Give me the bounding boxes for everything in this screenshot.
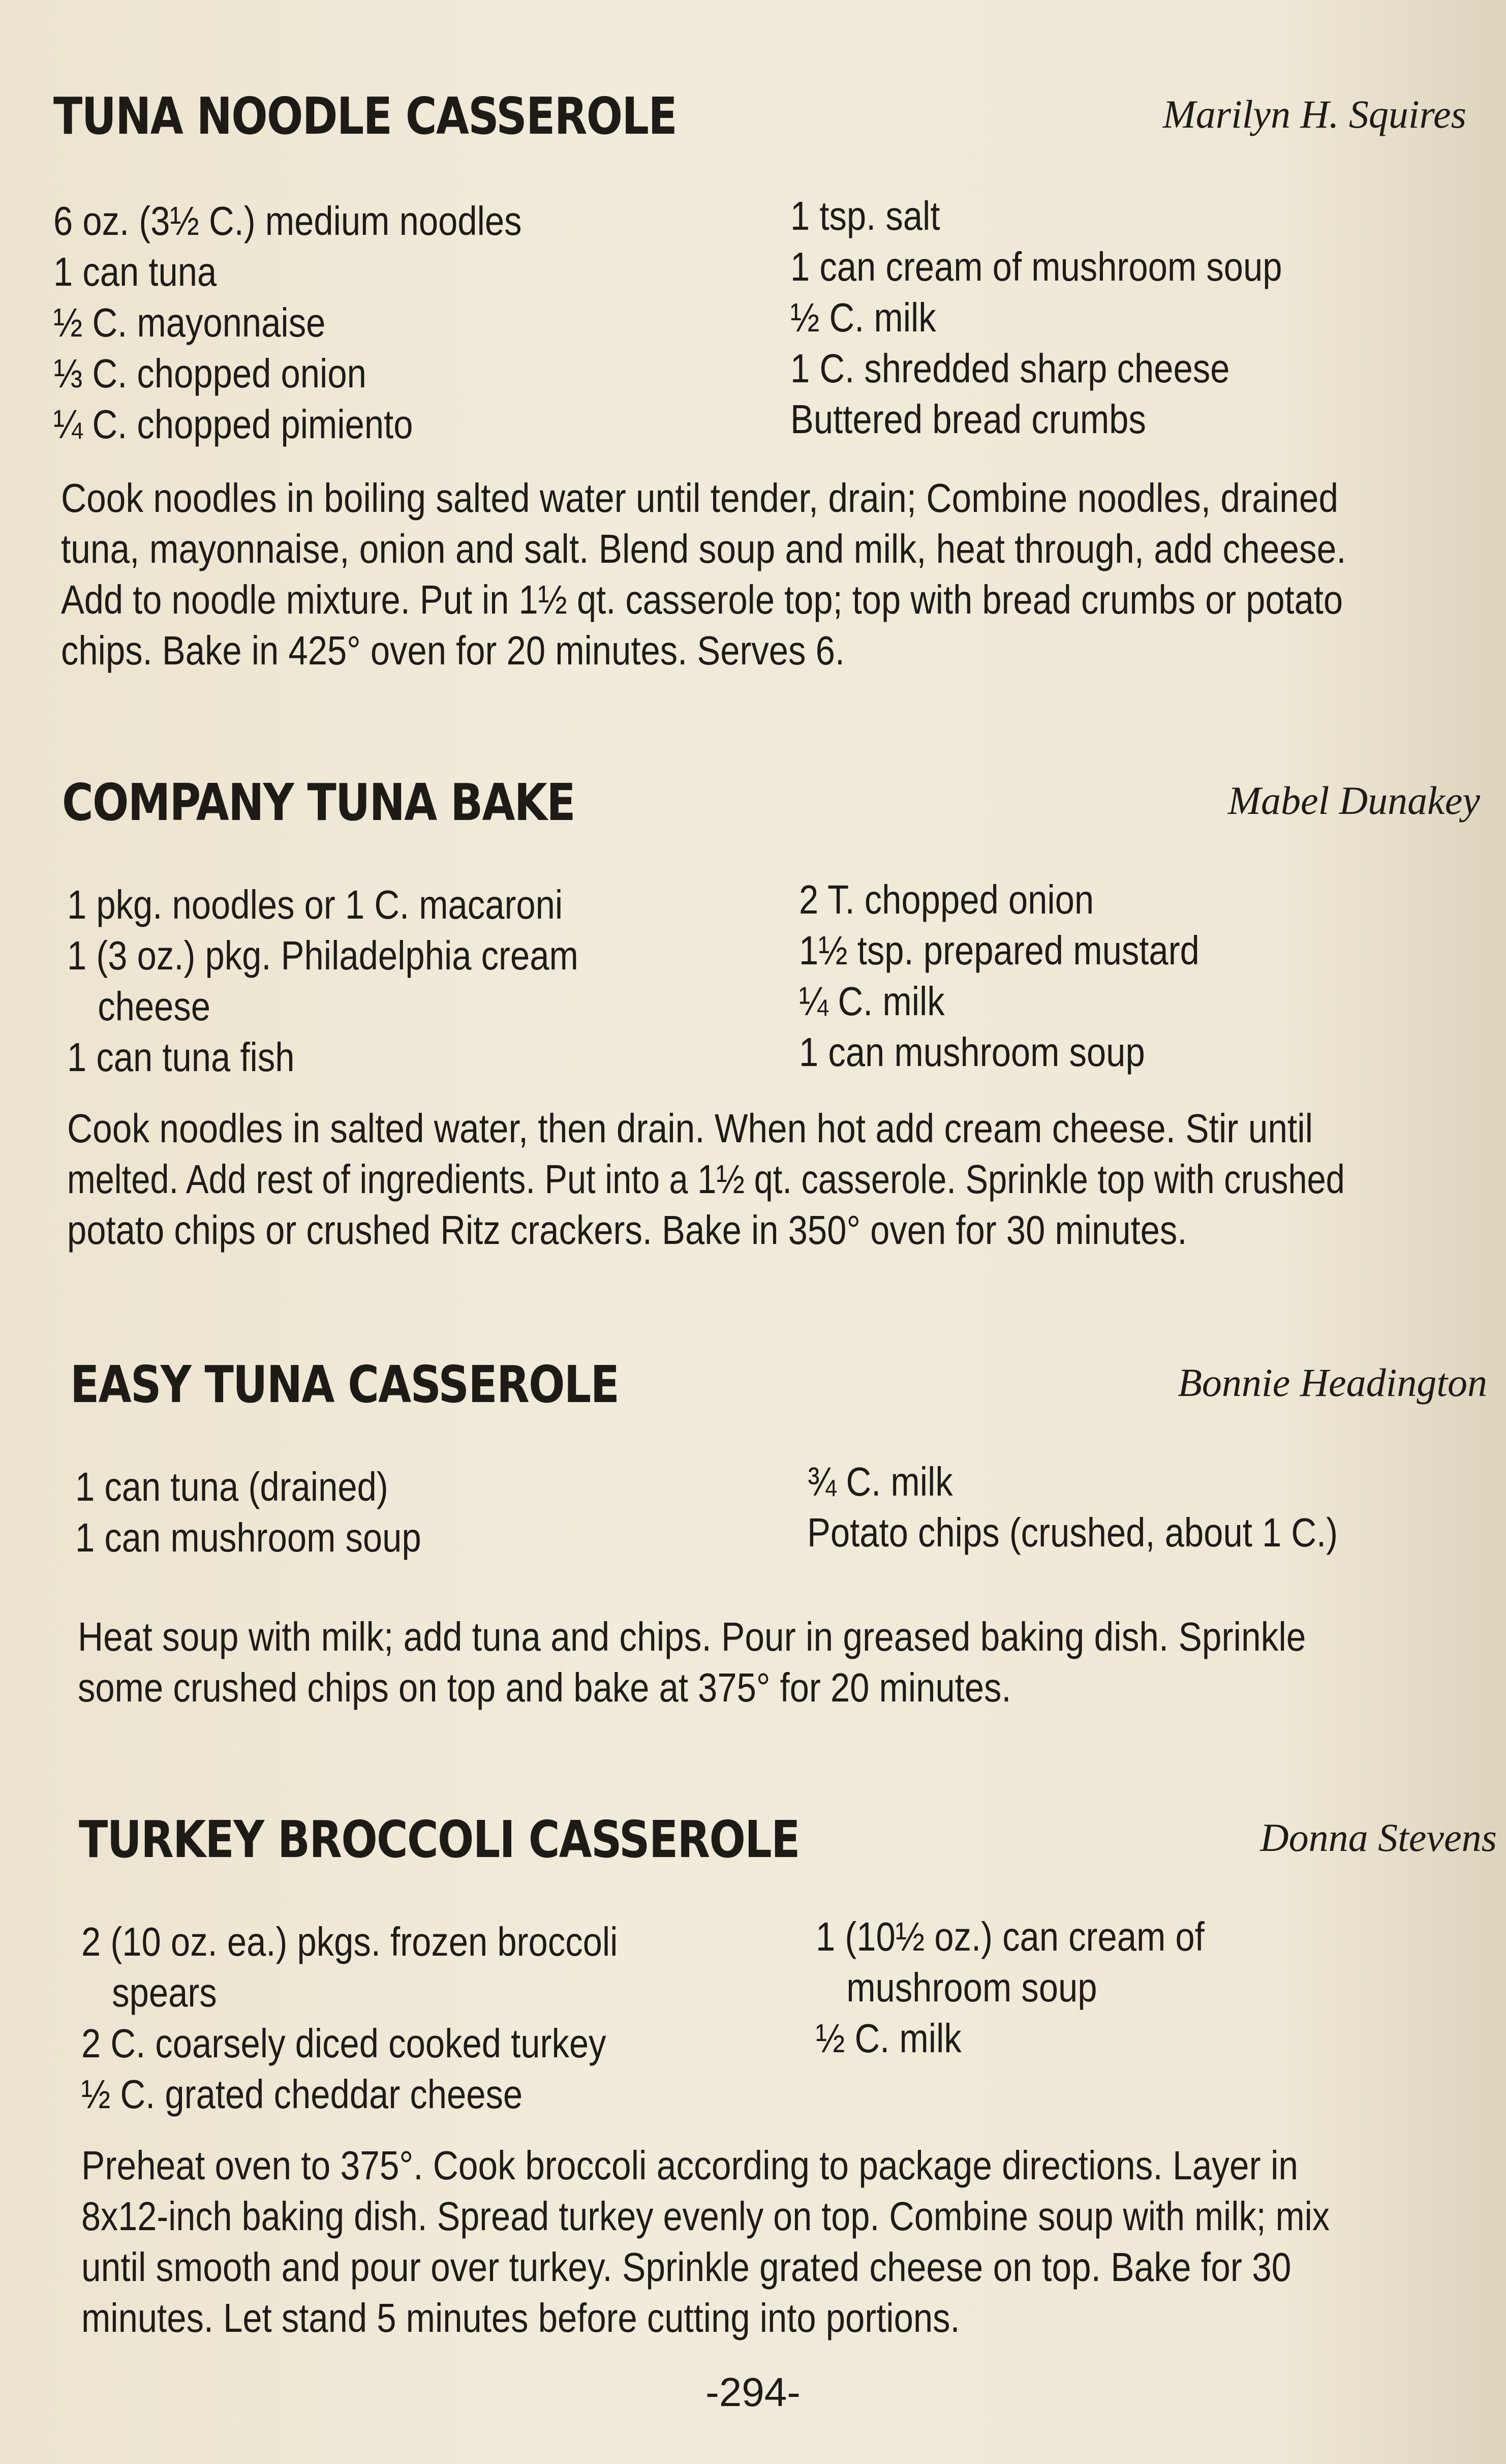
- ingredient: ½ C. milk: [816, 2016, 962, 2061]
- method-line: Cook noodles in boiling salted water until tender, drain; Combine noodles, drained: [61, 475, 1338, 521]
- method-line: until smooth and pour over turkey. Sprinkle grated cheese on top. Bake for 30: [81, 2244, 1292, 2290]
- ingredient: 1 can tuna fish: [67, 1035, 295, 1080]
- ingredient: ½ C. mayonnaise: [53, 300, 326, 345]
- ingredients-left: [75, 1462, 478, 1563]
- ingredient: cheese: [98, 984, 211, 1029]
- ingredient: 2 C. coarsely diced cooked turkey: [81, 2021, 606, 2066]
- ingredient: 6 oz. (3½ C.) medium noodles: [53, 198, 522, 244]
- page-number: -294-: [705, 2369, 801, 2415]
- ingredient: ½ C. grated cheddar cheese: [81, 2072, 523, 2117]
- recipe-title: EASY TUNA CASSEROLE: [70, 1355, 619, 1414]
- recipe-author: Marilyn H. Squires: [1162, 92, 1466, 136]
- recipe-method: [61, 473, 1454, 676]
- ingredient: 2 (10 oz. ea.) pkgs. frozen broccoli: [81, 1919, 618, 1964]
- ingredient: 1 can mushroom soup: [75, 1515, 421, 1560]
- method-line: some crushed chips on top and bake at 375° for 20 minutes.: [78, 1665, 1011, 1710]
- ingredient: spears: [112, 1970, 217, 2015]
- method-line: 8x12-inch baking dish. Spread turkey evenly on top. Combine soup with milk; mix: [81, 2194, 1330, 2239]
- ingredient: 1 can tuna (drained): [75, 1464, 388, 1509]
- recipe-method: [67, 1103, 1460, 1256]
- ingredients-right: [799, 874, 1265, 1078]
- ingredient: ⅓ C. chopped onion: [53, 351, 366, 396]
- ingredient: 2 T. chopped onion: [799, 877, 1094, 922]
- method-line: Add to noodle mixture. Put in 1½ qt. casserole top; top with bread crumbs or potato: [61, 577, 1343, 622]
- method-line: Heat soup with milk; add tuna and chips. Pour in greased baking dish. Sprinkle: [78, 1614, 1306, 1659]
- recipe-author: Mabel Dunakey: [1228, 778, 1480, 823]
- ingredients-left: [53, 196, 598, 450]
- ingredient: 1 pkg. noodles or 1 C. macaroni: [67, 882, 563, 927]
- ingredients-left: [67, 879, 662, 1083]
- method-line: Preheat oven to 375°. Cook broccoli according to package directions. Layer in: [81, 2143, 1298, 2188]
- ingredient: 1 can cream of mushroom soup: [790, 244, 1282, 289]
- ingredient: ¼ C. milk: [799, 979, 945, 1024]
- ingredients-right: [816, 1911, 1268, 2064]
- recipe-method: [81, 2140, 1474, 2344]
- method-line: Cook noodles in salted water, then drain. When hot add cream cheese. Stir until: [67, 1106, 1313, 1151]
- ingredient: 1 tsp. salt: [790, 193, 940, 238]
- recipe-company-tuna-bake: [62, 773, 1480, 1253]
- ingredient: 1 can tuna: [53, 249, 217, 294]
- recipe-tuna-noodle-casserole: [53, 86, 1466, 673]
- ingredient: 1½ tsp. prepared mustard: [799, 928, 1200, 973]
- recipe-method: [78, 1611, 1470, 1713]
- recipe-title: TUNA NOODLE CASSEROLE: [53, 86, 677, 146]
- recipe-turkey-broccoli-casserole: [79, 1810, 1497, 2340]
- recipe-easy-tuna-casserole: [70, 1355, 1487, 1710]
- ingredient: mushroom soup: [846, 1965, 1097, 2010]
- ingredient: Potato chips (crushed, about 1 C.): [807, 1510, 1338, 1555]
- ingredient: 1 can mushroom soup: [799, 1029, 1145, 1075]
- ingredients-right: [790, 191, 1362, 445]
- ingredient: ½ C. milk: [790, 295, 936, 340]
- recipe-author: Donna Stevens: [1260, 1815, 1497, 1860]
- ingredient: 1 (3 oz.) pkg. Philadelphia cream: [67, 933, 578, 978]
- ingredient: Buttered bread crumbs: [790, 397, 1146, 442]
- ingredient: ¼ C. chopped pimiento: [53, 402, 413, 447]
- ingredients-right: [807, 1456, 1424, 1558]
- method-line: minutes. Let stand 5 minutes before cutting into portions.: [81, 2295, 960, 2340]
- method-line: melted. Add rest of ingredients. Put into a 1½ qt. casserole. Sprinkle top with crushed: [67, 1157, 1345, 1202]
- ingredient: 1 (10½ oz.) can cream of: [816, 1914, 1205, 1959]
- method-line: tuna, mayonnaise, onion and salt. Blend soup and milk, heat through, add cheese.: [61, 526, 1346, 571]
- recipe-title: COMPANY TUNA BAKE: [62, 773, 575, 832]
- method-line: chips. Bake in 425° oven for 20 minutes. Serves 6.: [61, 628, 845, 673]
- method-line: potato chips or crushed Ritz crackers. Bake in 350° oven for 30 minutes.: [67, 1207, 1187, 1253]
- recipe-title: TURKEY BROCCOLI CASSEROLE: [79, 1810, 800, 1869]
- ingredient: ¾ C. milk: [807, 1459, 953, 1504]
- recipe-author: Bonnie Headington: [1178, 1360, 1487, 1405]
- ingredient: 1 C. shredded sharp cheese: [790, 346, 1230, 391]
- ingredients-left: [81, 1917, 705, 2120]
